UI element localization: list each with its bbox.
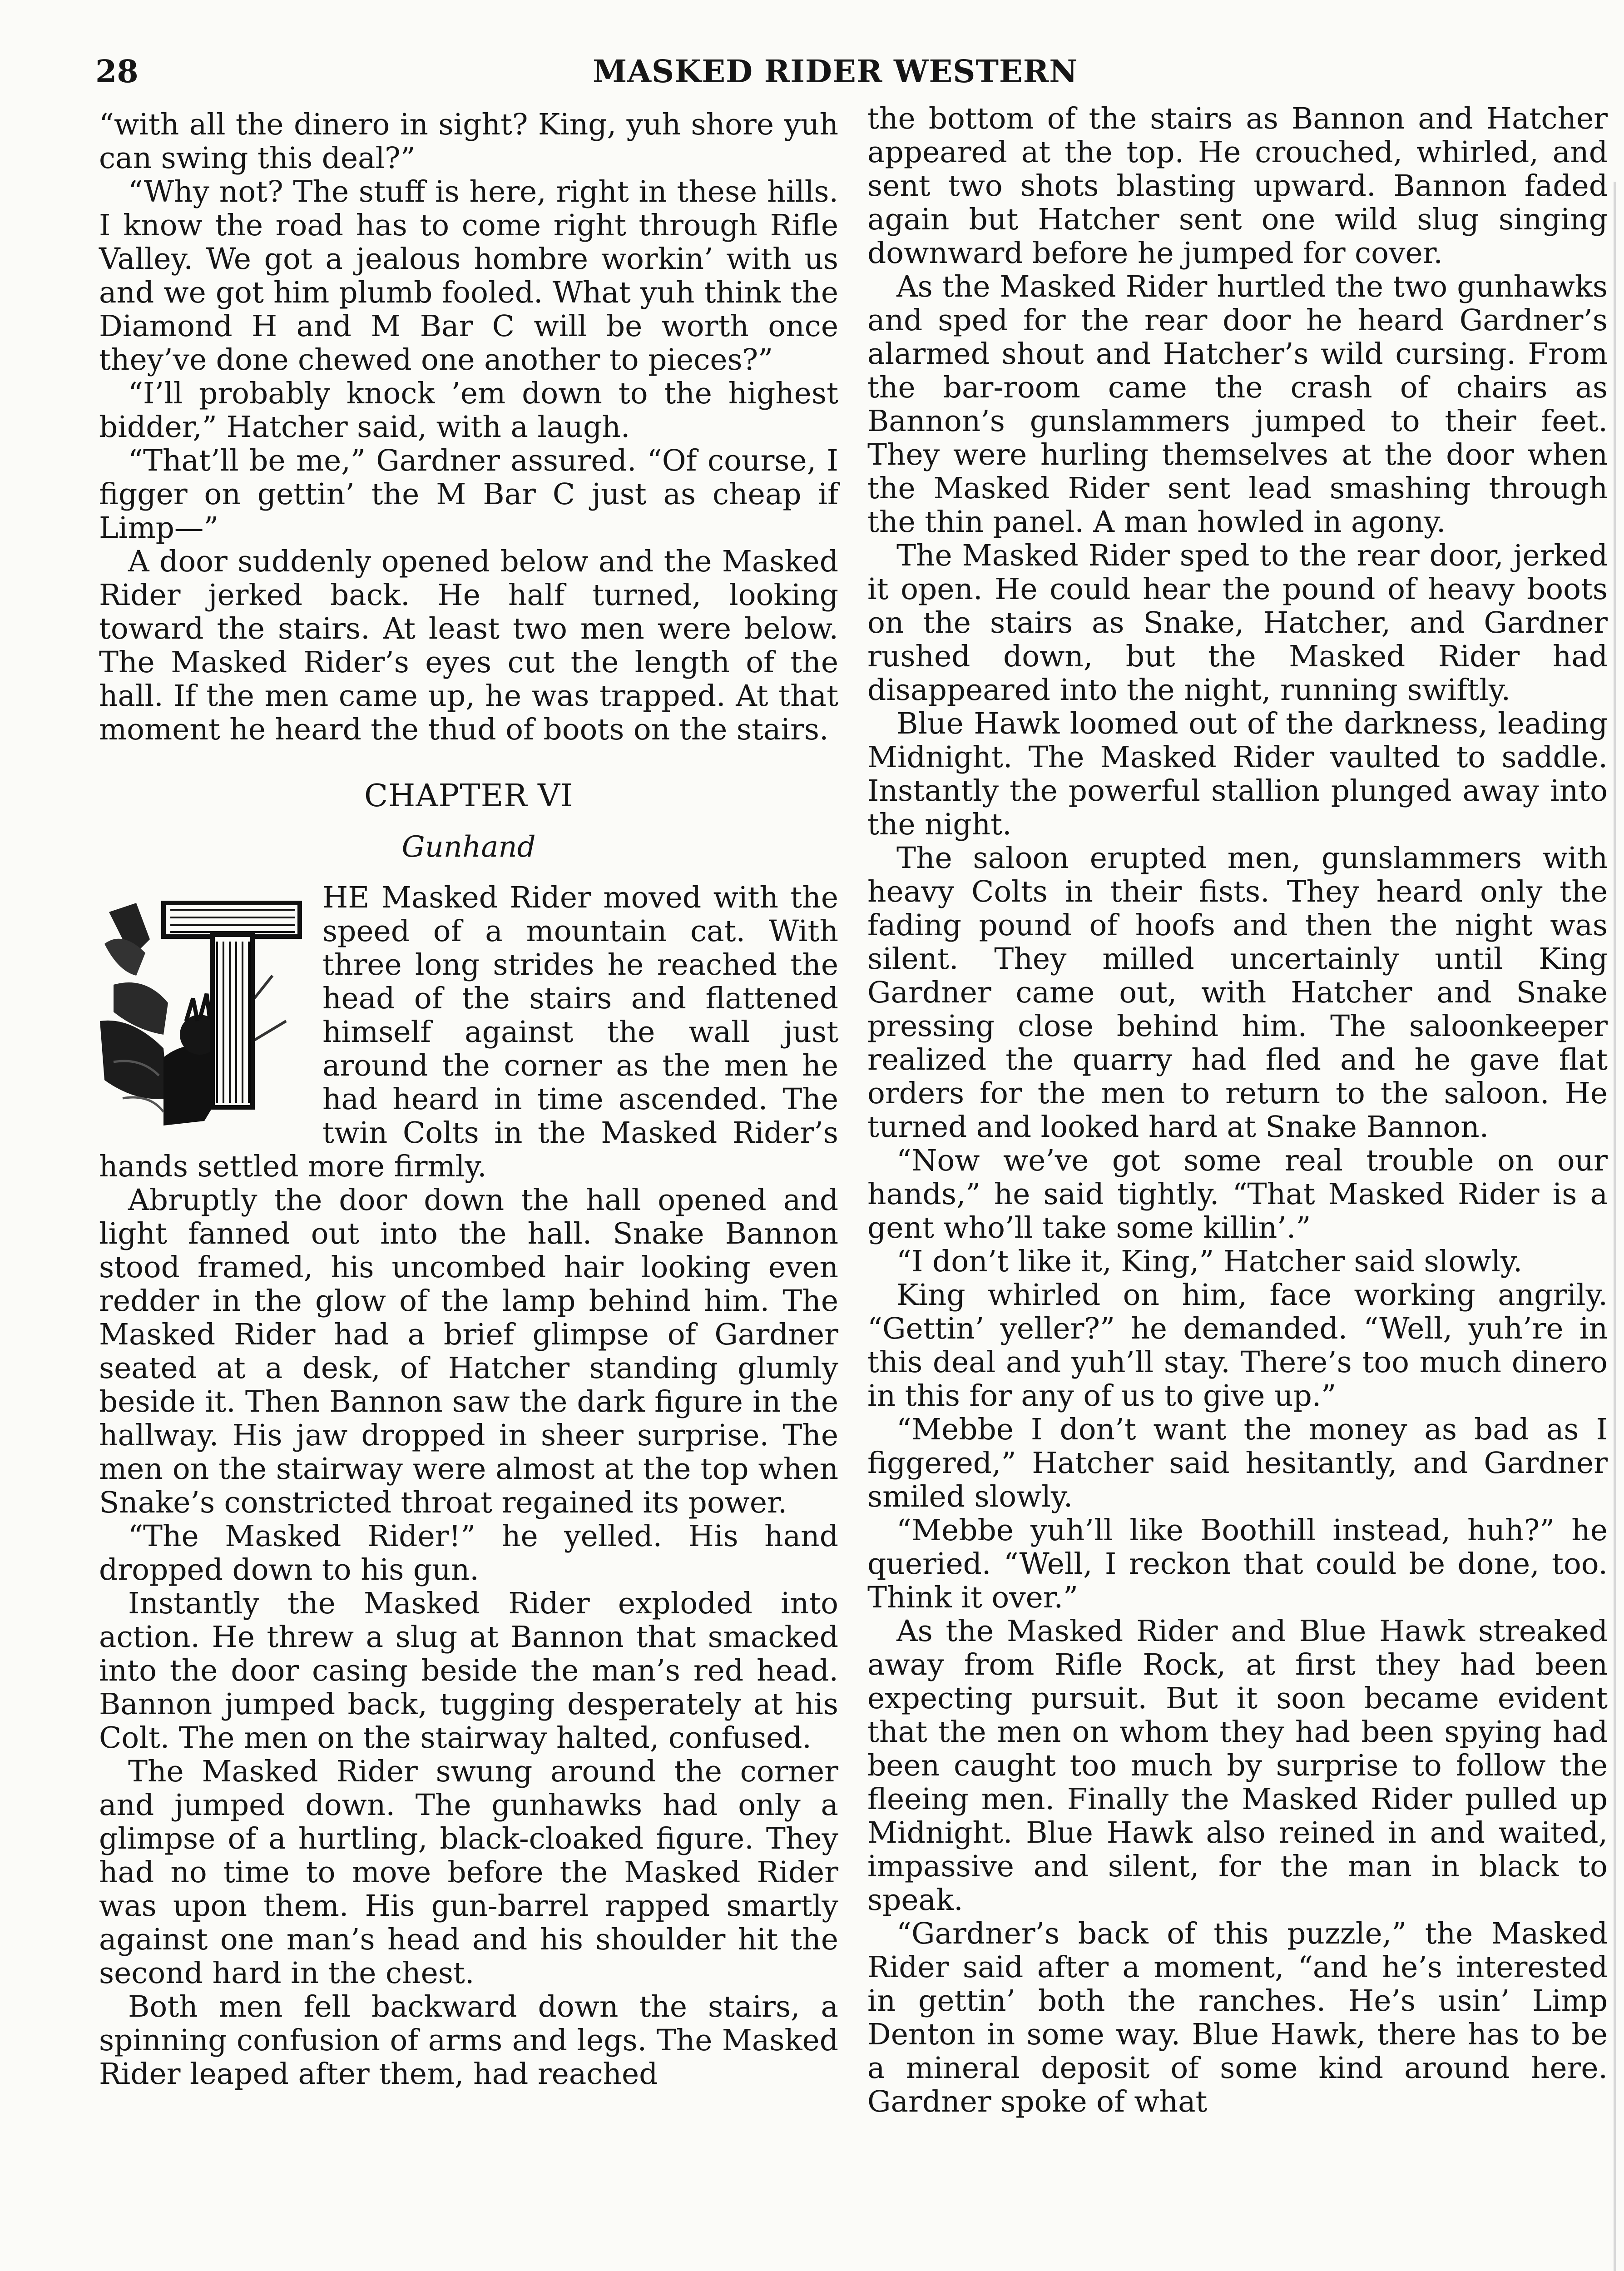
paragraph: As the Masked Rider and Blue Hawk streaked away from Rifle Rock, at first they had been expecting pursuit. But it soon became evident that the men on whom they had been spying had been caught too much by surprise to follow the fleeing men. Finally the Masked Rider pulled up Midnight. Blue Hawk also reined in and waited, impassive and silent, for the man in black to speak. [867,1614,1608,1917]
paragraph: The Masked Rider swung around the corner and jumped down. The gunhawks had only a glimpse of a hurtling, black-cloaked figure. They had no time to move before the Masked Rider was upon them. His gun-barrel rapped smartly against one man’s head and his shoulder hit the second hard in the chest. [99,1755,838,1990]
paragraph: “Now we’ve got some real trouble on our hands,” he said tightly. “That Masked Rider is a gent who’ll take some killin’.” [867,1144,1608,1245]
paragraph: “Mebbe I don’t want the money as bad as I figgered,” Hatcher said hesitantly, and Gardner smiled slowly. [867,1413,1608,1514]
left-column [99,108,838,2091]
paragraph: Both men fell backward down the stairs, a spinning confusion of arms and legs. The Masked Rider leaped after them, had reached [99,1990,838,2091]
paragraph: “That’ll be me,” Gardner assured. “Of course, I figger on gettin’ the M Bar C just as cheap if Limp—” [99,444,838,545]
paragraph: As the Masked Rider hurtled the two gunhawks and sped for the rear door he heard Gardner’s alarmed shout and Hatcher’s wild cursing. From the bar-room came the crash of chairs as Bannon’s gunslammers jumped to their feet. They were hurling themselves at the door when the Masked Rider sent lead smashing through the thin panel. A man howled in agony. [867,270,1608,539]
paragraph: A door suddenly opened below and the Masked Rider jerked back. He half turned, looking toward the stairs. At least two men were below. The Masked Rider’s eyes cut the length of the hall. If the men came up, he was trapped. At that moment he heard the thud of boots on the stairs. [99,545,838,747]
paragraph: Blue Hawk loomed out of the darkness, leading Midnight. The Masked Rider vaulted to saddle. Instantly the powerful stallion plunged away into the night. [867,707,1608,842]
chapter-title: CHAPTER VI [364,778,573,814]
paragraph: the bottom of the stairs as Bannon and Hatcher appeared at the top. He crouched, whirled, and sent two shots blasting upward. Bannon faded again but Hatcher sent one wild slug singing downward before he jumped for cover. [867,102,1608,270]
drop-cap-illustration [95,885,312,1139]
paragraph: “I don’t like it, King,” Hatcher said slowly. [896,1245,1523,1279]
paragraph: Abruptly the door down the hall opened and light fanned out into the hall. Snake Bannon stood framed, his uncombed hair looking even redder in the glow of the lamp behind him. The Masked Rider had a brief glimpse of Gardner seated at a desk, of Hatcher standing glumly beside it. Then Bannon saw the dark figure in the hallway. His jaw dropped in sheer surprise. The men on the stairway were almost at the top when Snake’s constricted throat regained its power. [99,1183,838,1520]
paragraph: “I’ll probably knock ’em down to the highest bidder,” Hatcher said, with a laugh. [99,377,838,444]
running-title: MASKED RIDER WESTERN [593,54,1078,90]
paragraph: King whirled on him, face working angrily. “Gettin’ yeller?” he demanded. “Well, yuh’re in this deal and yuh’ll stay. There’s too much dinero in this for any of us to give up.” [867,1278,1608,1413]
page-header [95,54,1624,99]
paragraph: “The Masked Rider!” he yelled. His hand dropped down to his gun. [99,1519,838,1587]
chapter-subtitle: Gunhand [401,830,536,864]
paragraph: “with all the dinero in sight? King, yuh shore yuh can swing this deal?” [99,108,838,175]
right-column [867,102,1608,2119]
paragraph: Instantly the Masked Rider exploded into action. He threw a slug at Bannon that smacked into the door casing beside the man’s red head. Bannon jumped back, tugging desperately at his Colt. The men on the stairway halted, confused. [99,1587,838,1755]
opening-text: HE Masked Rider moved with the speed of a mountain cat. With three long strides he reached the head of the stairs and flattened himself against the wall just around the corner as the men he had heard in time ascended. The twin Colts in the Masked Rider’s hands settled more firmly. [99,881,838,1184]
drop-cap-rider-icon [95,885,312,1139]
page-edge-shadow [1614,182,1616,2271]
page-number: 28 [95,54,139,90]
paragraph: The saloon erupted men, gunslammers with heavy Colts in their fists. They heard only the fading pound of hoofs and then the night was silent. They milled uncertainly until King Gardner came out, with Hatcher and Snake pressing close behind him. The saloonkeeper realized the quarry had fled and he gave flat orders for the men to return to the saloon. He turned and looked hard at Snake Bannon. [867,841,1608,1144]
paragraph: “Mebbe yuh’ll like Boothill instead, huh?” he queried. “Well, I reckon that could be done, too. Think it over.” [867,1513,1608,1615]
paragraph: “Gardner’s back of this puzzle,” the Masked Rider said after a moment, “and he’s interested in gettin’ both the ranches. He’s usin’ Limp Denton in some way. Blue Hawk, there has to be a mineral deposit of some kind around here. Gardner spoke of what [867,1917,1608,2119]
chapter-opening-paragraph [99,881,838,1184]
paragraph: “Why not? The stuff is here, right in these hills. I know the road has to come right through Rifle Valley. We got a jealous hombre workin’ with us and we got him plumb fooled. What yuh think the Diamond H and M Bar C will be worth once they’ve done chewed one another to pieces?” [99,175,838,377]
paragraph: The Masked Rider sped to the rear door, jerked it open. He could hear the pound of heavy boots on the stairs as Snake, Hatcher, and Gardner rushed down, but the Masked Rider had disappeared into the night, running swiftly. [867,539,1608,707]
